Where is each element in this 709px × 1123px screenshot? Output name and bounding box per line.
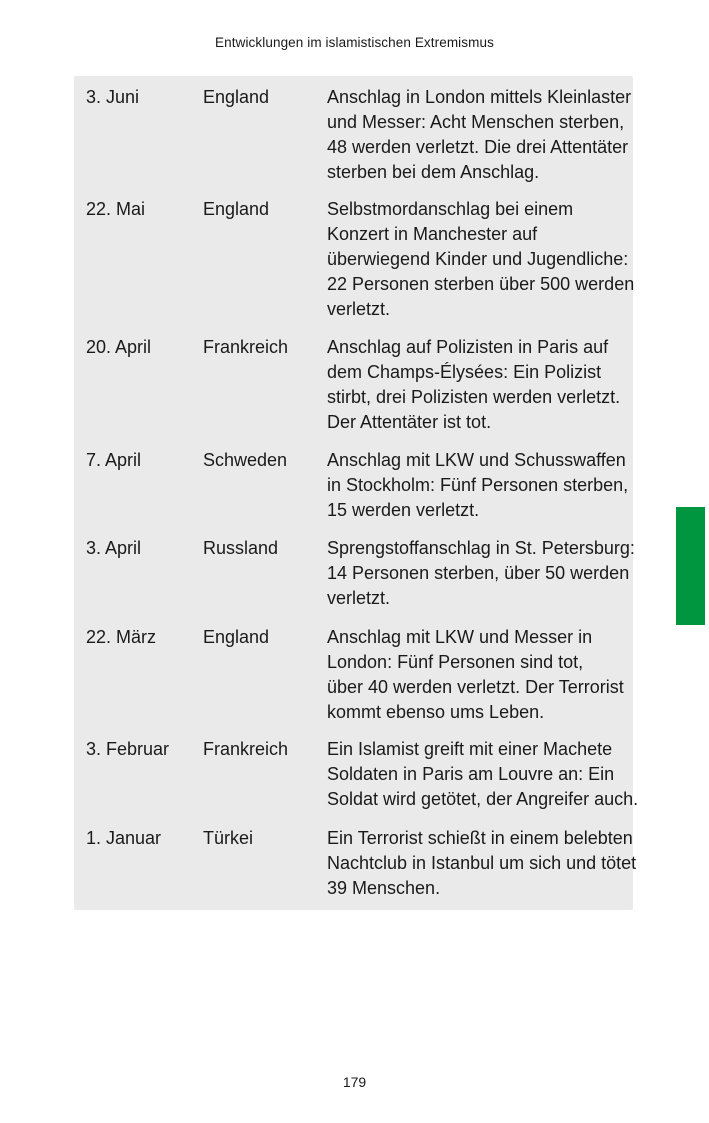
description-line: über 40 werden verletzt. Der Terrorist	[327, 677, 624, 697]
description-line: Anschlag auf Polizisten in Paris auf	[327, 337, 609, 357]
description-line: Soldat wird getötet, der Angreifer auch.	[327, 789, 639, 809]
description-line: 15 werden verletzt.	[327, 500, 480, 520]
chapter-side-tab	[676, 507, 705, 625]
description-line: dem Champs-Élysées: Ein Polizist	[327, 362, 602, 382]
event-description	[327, 826, 637, 901]
description-line: Anschlag in London mittels Kleinlaster	[327, 87, 632, 107]
description-line: Selbstmordanschlag bei einem	[327, 199, 574, 219]
event-description	[327, 85, 630, 185]
description-line: sterben bei dem Anschlag.	[327, 162, 540, 182]
description-line: 22 Personen sterben über 500 werden	[327, 274, 635, 294]
event-description	[327, 335, 630, 435]
description-line: 39 Menschen.	[327, 878, 441, 898]
description-line: Sprengstoffanschlag in St. Petersburg:	[327, 538, 635, 558]
event-country: Frankreich	[203, 739, 289, 759]
description-line: London: Fünf Personen sind tot,	[327, 652, 584, 672]
event-description	[327, 197, 635, 322]
description-line: 48 werden verletzt. Die drei Attentäter	[327, 137, 629, 157]
event-date: 3. Juni	[86, 87, 140, 107]
description-line: Anschlag mit LKW und Schusswaffen	[327, 450, 626, 470]
description-line: überwiegend Kinder und Jugendliche:	[327, 249, 629, 269]
event-country: Türkei	[203, 828, 254, 848]
description-line: 14 Personen sterben, über 50 werden	[327, 563, 630, 583]
event-date: 7. April	[86, 450, 142, 470]
description-line: Ein Terrorist schießt in einem belebten	[327, 828, 633, 848]
description-line: und Messer: Acht Menschen sterben,	[327, 112, 625, 132]
event-description	[327, 625, 630, 725]
description-line: stirbt, drei Polizisten werden verletzt.	[327, 387, 621, 407]
event-country: England	[203, 627, 270, 647]
description-line: verletzt.	[327, 299, 391, 319]
page-number: 179	[342, 1074, 367, 1090]
description-line: verletzt.	[327, 588, 391, 608]
event-description	[327, 448, 630, 523]
event-date: 22. Mai	[86, 199, 146, 219]
event-country: Schweden	[203, 450, 288, 470]
event-description	[327, 536, 635, 611]
event-date: 1. Januar	[86, 828, 162, 848]
event-date: 3. Februar	[86, 739, 170, 759]
event-date: 22. März	[86, 627, 157, 647]
running-head-title: Entwicklungen im islamistischen Extremismus	[215, 35, 494, 50]
description-line: Ein Islamist greift mit einer Machete	[327, 739, 613, 759]
description-line: Soldaten in Paris am Louvre an: Ein	[327, 764, 615, 784]
description-line: in Stockholm: Fünf Personen sterben,	[327, 475, 629, 495]
description-line: Nachtclub in Istanbul um sich und tötet	[327, 853, 637, 873]
event-date: 3. April	[86, 538, 142, 558]
description-line: Anschlag mit LKW und Messer in	[327, 627, 593, 647]
event-country: England	[203, 87, 270, 107]
description-line: Konzert in Manchester auf	[327, 224, 538, 244]
event-description	[327, 737, 639, 812]
description-line: kommt ebenso ums Leben.	[327, 702, 545, 722]
description-line: Der Attentäter ist tot.	[327, 412, 492, 432]
event-date: 20. April	[86, 337, 152, 357]
event-country: Russland	[203, 538, 279, 558]
event-country: England	[203, 199, 270, 219]
events-table	[74, 76, 639, 910]
event-country: Frankreich	[203, 337, 289, 357]
